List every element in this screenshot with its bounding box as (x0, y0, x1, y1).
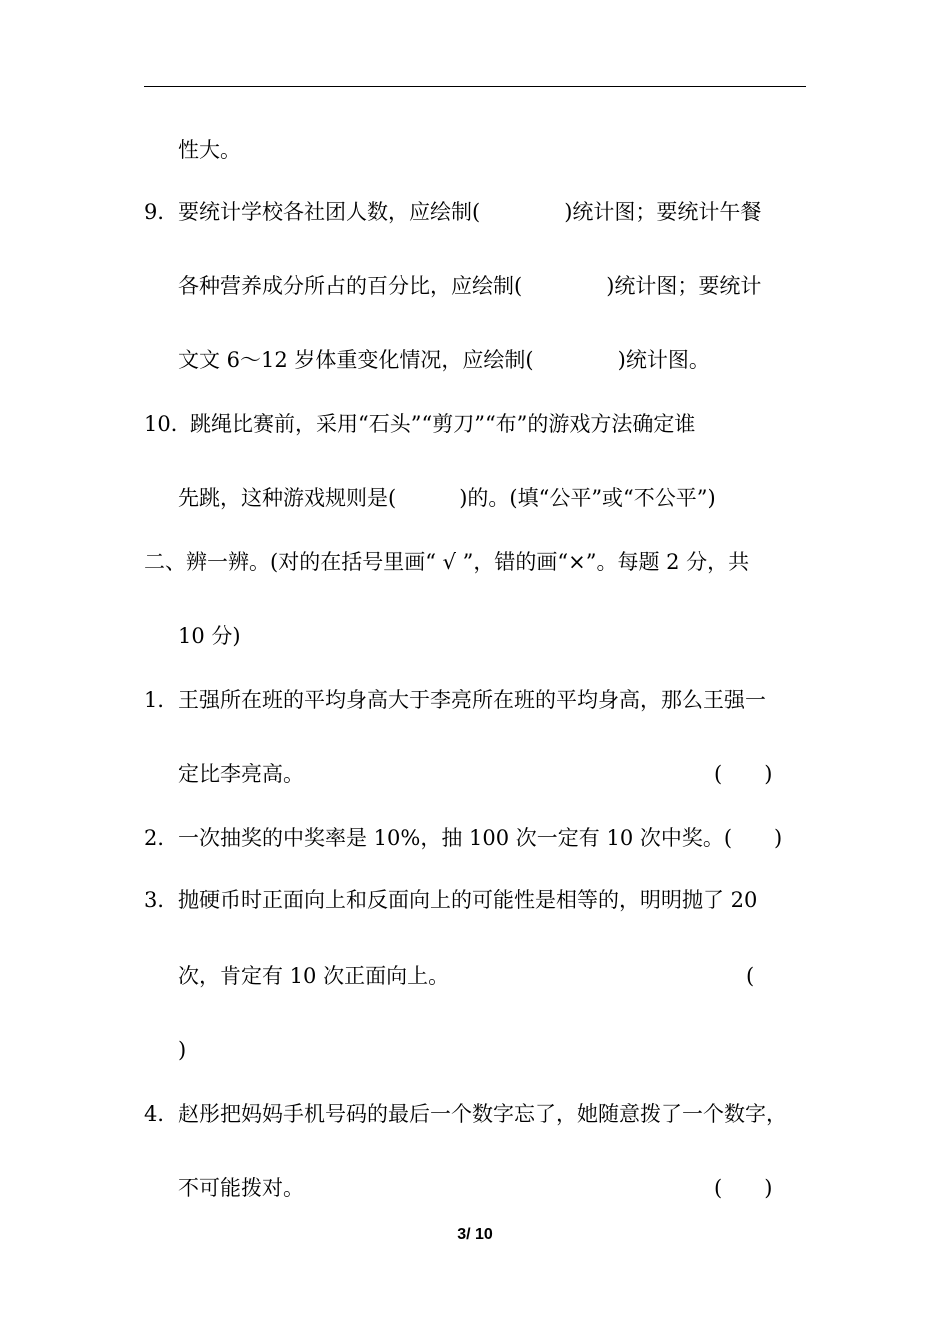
judgement-1-answer-blank[interactable]: ( ) (714, 762, 773, 786)
judgement-3-line-2: 次，肯定有 10 次正面向上。 (178, 964, 450, 988)
question-10-line-1: 跳绳比赛前，采用“石头”“剪刀”“布”的游戏方法确定谁 (190, 412, 696, 436)
judgement-3-line-1: 抛硬币时正面向上和反面向上的可能性是相等的，明明抛了 20 (178, 888, 758, 912)
header-rule (144, 86, 806, 87)
judgement-3-number: 3． (144, 888, 179, 912)
section-2-heading: 二、辨一辨。(对的在括号里画“ √ ”，错的画“×”。每题 2 分，共 (144, 550, 750, 574)
judgement-4-line-1: 赵彤把妈妈手机号码的最后一个数字忘了，她随意拨了一个数字， (178, 1102, 787, 1126)
judgement-1-number: 1． (144, 688, 179, 712)
question-8-tail: 性大。 (178, 138, 241, 162)
judgement-3-answer-close[interactable]: ) (178, 1038, 187, 1062)
question-9-line-3: 文文 6～12 岁体重变化情况，应绘制( )统计图。 (178, 348, 710, 372)
question-9-line-1: 要统计学校各社团人数，应绘制( )统计图；要统计午餐 (178, 200, 762, 224)
page-number: 3/ 10 (457, 1226, 493, 1243)
question-10-number: 10． (144, 412, 192, 436)
question-10-line-2: 先跳，这种游戏规则是( )的。(填“公平”或“不公平”) (178, 486, 716, 510)
judgement-2-line-1: 一次抽奖的中奖率是 10%，抽 100 次一定有 10 次中奖。( ) (178, 826, 783, 850)
judgement-1-line-2: 定比李亮高。 (178, 762, 304, 786)
question-9-line-2: 各种营养成分所占的百分比，应绘制( )统计图；要统计 (178, 274, 762, 298)
judgement-3-answer-open[interactable]: ( (746, 964, 755, 988)
question-9-number: 9． (144, 200, 179, 224)
judgement-4-number: 4． (144, 1102, 179, 1126)
judgement-2-number: 2． (144, 826, 179, 850)
section-2-heading-cont: 10 分) (178, 624, 241, 648)
judgement-1-line-1: 王强所在班的平均身高大于李亮所在班的平均身高，那么王强一 (178, 688, 766, 712)
judgement-4-line-2: 不可能拨对。 (178, 1176, 304, 1200)
judgement-4-answer-blank[interactable]: ( ) (714, 1176, 773, 1200)
